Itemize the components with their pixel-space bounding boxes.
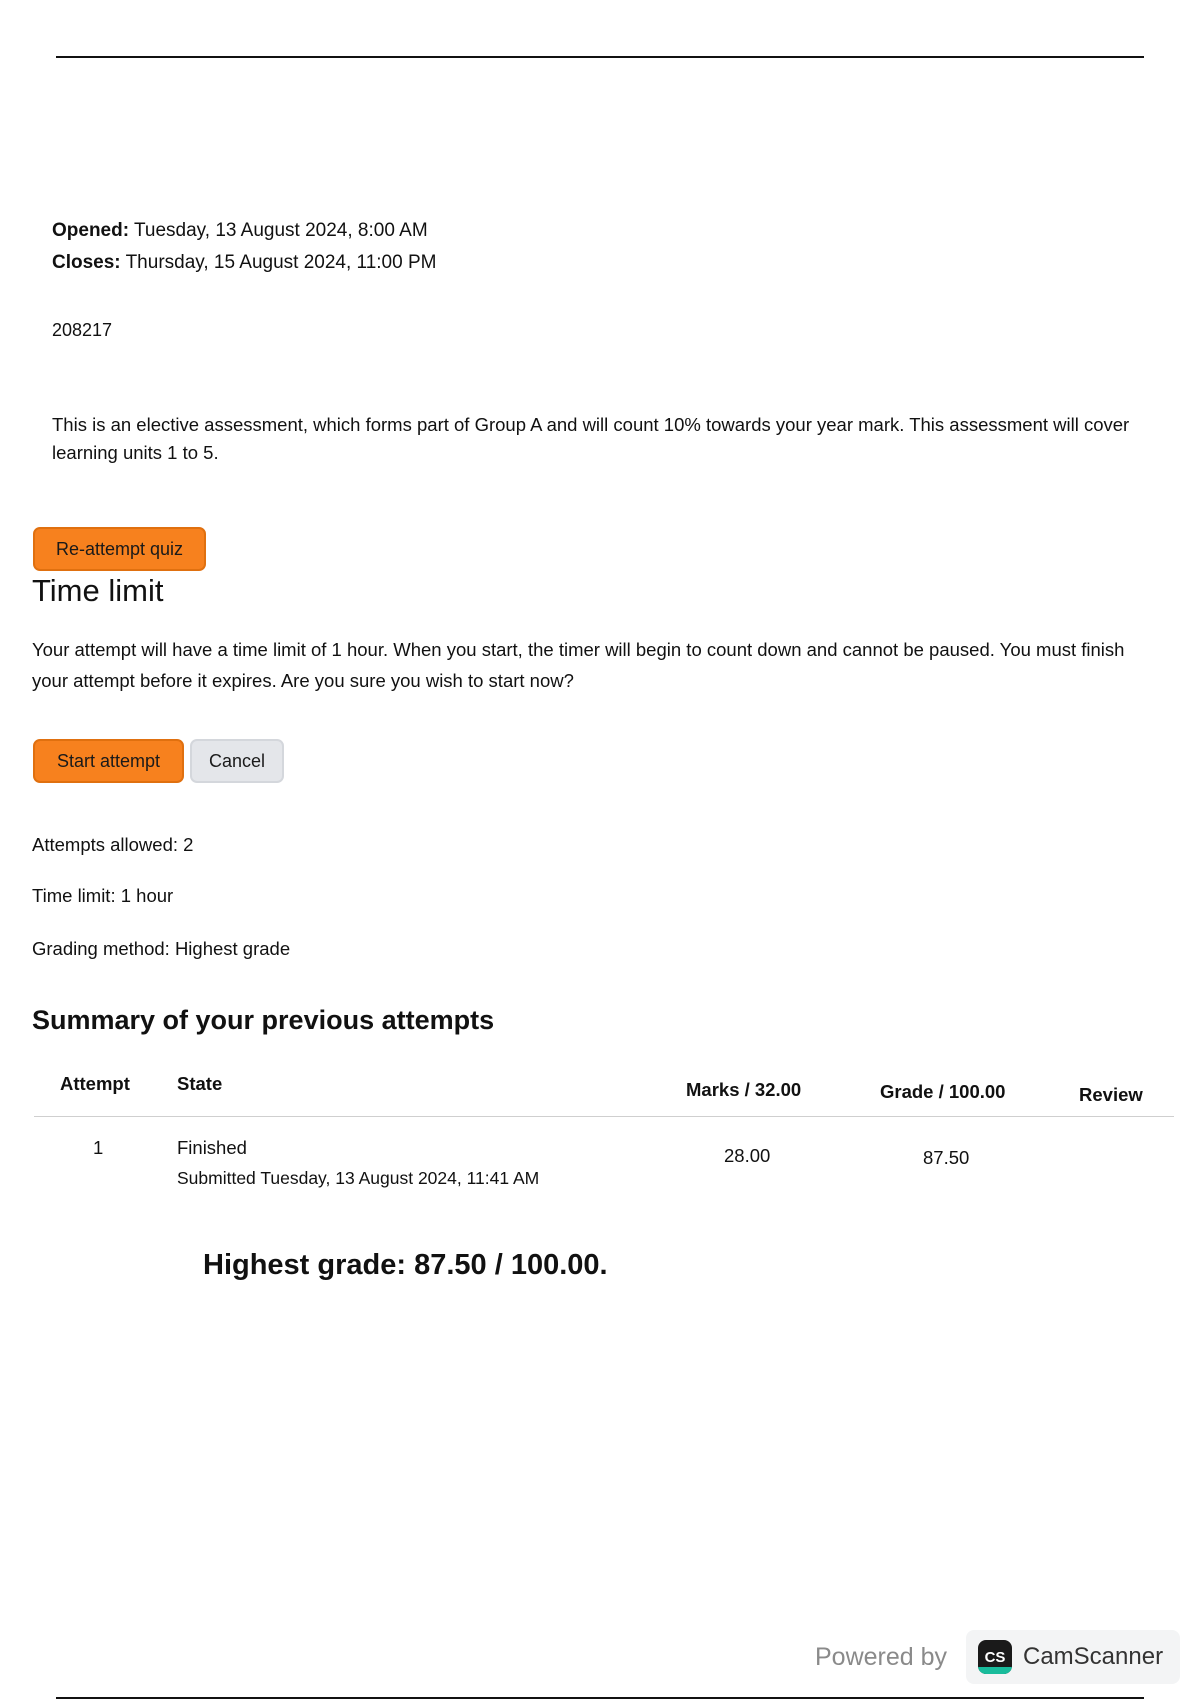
- opened-label: Opened:: [52, 220, 130, 241]
- time-limit-heading: Time limit: [32, 573, 164, 608]
- camscanner-brand: CamScanner: [1023, 1643, 1164, 1670]
- top-rule: [56, 56, 1144, 58]
- column-header-grade: Grade / 100.00: [880, 1081, 1006, 1102]
- bottom-rule: [56, 1697, 1144, 1699]
- summary-heading: Summary of your previous attempts: [32, 1005, 495, 1035]
- attempt-marks: 28.00: [724, 1145, 771, 1166]
- column-header-state: State: [177, 1073, 223, 1094]
- closes-line: [52, 247, 436, 279]
- attempt-grade: 87.50: [923, 1147, 970, 1168]
- quiz-intro: This is an elective assessment, which forms part of Group A and will count 10% towards your year mark. This assessment will cover learning units 1 to 5.: [52, 414, 1130, 463]
- camscanner-icon-text: CS: [984, 1648, 1006, 1666]
- highest-grade: Highest grade: 87.50 / 100.00.: [203, 1249, 608, 1281]
- opened-value: Tuesday, 13 August 2024, 8:00 AM: [134, 220, 428, 241]
- attempt-number: 1: [93, 1137, 104, 1158]
- column-header-marks: Marks / 32.00: [686, 1079, 802, 1100]
- closes-value: Thursday, 15 August 2024, 11:00 PM: [125, 252, 437, 273]
- attempt-state: Finished: [177, 1137, 247, 1158]
- grading-method: Grading method: Highest grade: [32, 938, 291, 959]
- camscanner-logo: [966, 1630, 1180, 1684]
- camscanner-icon: [978, 1640, 1012, 1674]
- opened-line: [52, 215, 436, 247]
- powered-by-text: Powered by: [815, 1643, 948, 1671]
- column-header-attempt: Attempt: [60, 1073, 130, 1094]
- column-header-review: Review: [1079, 1084, 1143, 1105]
- quiz-dates: [52, 215, 436, 279]
- reattempt-quiz-button[interactable]: Re-attempt quiz: [33, 527, 206, 571]
- time-limit-info: Time limit: 1 hour: [32, 885, 174, 906]
- attempts-allowed: Attempts allowed: 2: [32, 834, 194, 855]
- attempt-submitted: Submitted Tuesday, 13 August 2024, 11:41 AM: [177, 1168, 540, 1188]
- cancel-button[interactable]: Cancel: [190, 739, 284, 783]
- start-attempt-button[interactable]: Start attempt: [33, 739, 184, 783]
- time-limit-message: Your attempt will have a time limit of 1 hour. When you start, the timer will begin to count down and cannot be paused. You must finish your attempt before it expires. Are you sure you wish to start now?: [32, 639, 1125, 691]
- closes-label: Closes:: [52, 252, 121, 273]
- table-header-divider: [34, 1116, 1174, 1117]
- quiz-code: 208217: [52, 320, 113, 340]
